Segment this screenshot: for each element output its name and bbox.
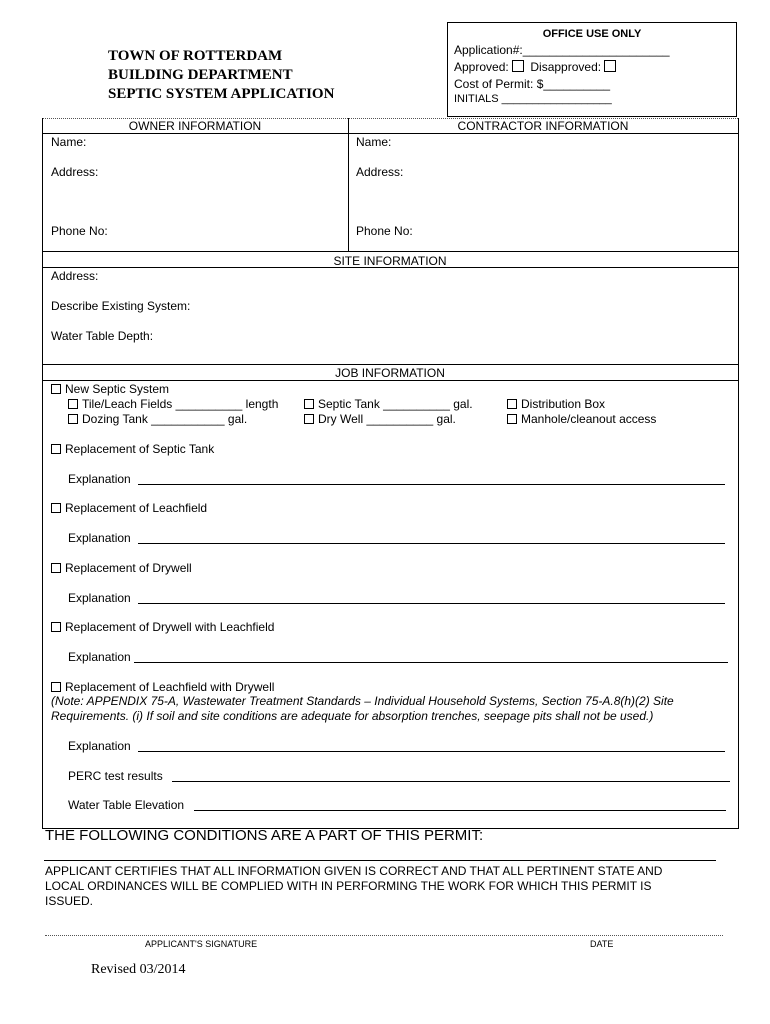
septic-tank-label: Septic Tank __________ gal. bbox=[318, 397, 473, 411]
replace-drywell-option[interactable] bbox=[51, 561, 192, 575]
new-septic-option[interactable] bbox=[51, 382, 169, 396]
date-label: DATE bbox=[590, 939, 614, 949]
cost-of-permit-field[interactable]: Cost of Permit: $__________ bbox=[454, 77, 611, 91]
dry-well-option[interactable] bbox=[304, 412, 456, 426]
contractor-name-field[interactable]: Name: bbox=[356, 135, 392, 149]
initials-field[interactable]: INITIALS __________________ bbox=[454, 93, 612, 105]
office-use-box bbox=[447, 22, 737, 117]
replace-septic-option[interactable] bbox=[51, 442, 214, 456]
water-table-elevation-label: Water Table Elevation bbox=[68, 798, 185, 812]
replace-drywell-checkbox[interactable] bbox=[51, 563, 61, 573]
contractor-address-field[interactable]: Address: bbox=[356, 165, 404, 179]
replace-drywell-label: Replacement of Drywell bbox=[65, 561, 192, 575]
town-title: TOWN OF ROTTERDAM bbox=[108, 48, 283, 64]
signature-line[interactable] bbox=[45, 935, 723, 936]
manhole-option[interactable] bbox=[507, 412, 656, 426]
office-use-title: OFFICE USE ONLY bbox=[542, 28, 642, 40]
contractor-heading: CONTRACTOR INFORMATION bbox=[457, 119, 629, 133]
dozing-tank-option[interactable] bbox=[68, 412, 247, 426]
explanation-label: Explanation bbox=[68, 739, 131, 753]
form-title: SEPTIC SYSTEM APPLICATION bbox=[108, 86, 335, 102]
explanation-line[interactable] bbox=[138, 484, 725, 485]
owner-phone-field[interactable]: Phone No: bbox=[51, 224, 108, 238]
water-table-elevation-line[interactable] bbox=[194, 810, 726, 811]
approval-row bbox=[454, 60, 616, 74]
job-top-rule bbox=[42, 364, 738, 365]
replace-drywell-leachfield-option[interactable] bbox=[51, 620, 274, 634]
site-address-field[interactable]: Address: bbox=[51, 269, 99, 283]
disapproved-label: Disapproved: bbox=[530, 60, 602, 74]
explanation-line[interactable] bbox=[138, 751, 725, 752]
dozing-tank-checkbox[interactable] bbox=[68, 414, 78, 424]
replace-leachfield-label: Replacement of Leachfield bbox=[65, 501, 208, 515]
replace-leachfield-drywell-option[interactable] bbox=[51, 680, 274, 694]
job-heading: JOB INFORMATION bbox=[335, 366, 445, 380]
revision-date: Revised 03/2014 bbox=[91, 962, 186, 977]
distribution-box-checkbox[interactable] bbox=[507, 399, 517, 409]
replace-leachfield-checkbox[interactable] bbox=[51, 503, 61, 513]
department-title: BUILDING DEPARTMENT bbox=[108, 67, 293, 83]
replace-leachfield-option[interactable] bbox=[51, 501, 207, 515]
owner-heading-rule bbox=[42, 133, 738, 134]
replace-drywell-leachfield-checkbox[interactable] bbox=[51, 622, 61, 632]
explanation-line[interactable] bbox=[138, 543, 725, 544]
appendix-note-line2: Requirements. (i) If soil and site conditions are adequate for absorption trenches, seepage pits shall not be used.) bbox=[51, 709, 654, 723]
approved-checkbox[interactable] bbox=[512, 60, 524, 72]
contractor-phone-field[interactable]: Phone No: bbox=[356, 224, 413, 238]
tile-leach-checkbox[interactable] bbox=[68, 399, 78, 409]
job-heading-rule bbox=[42, 380, 738, 381]
site-heading-rule bbox=[42, 267, 738, 268]
replace-leachfield-drywell-checkbox[interactable] bbox=[51, 682, 61, 692]
distribution-box-label: Distribution Box bbox=[521, 397, 606, 411]
new-septic-label: New Septic System bbox=[65, 382, 170, 396]
owner-contractor-divider bbox=[348, 118, 349, 251]
disapproved-checkbox[interactable] bbox=[604, 60, 616, 72]
perc-test-label: PERC test results bbox=[68, 769, 163, 783]
tile-leach-option[interactable] bbox=[68, 397, 278, 411]
frame-right bbox=[738, 118, 739, 828]
certification-line2: LOCAL ORDINANCES WILL BE COMPLIED WITH IN PERFORMING THE WORK FOR WHICH THIS PERMIT IS bbox=[45, 879, 652, 893]
explanation-line[interactable] bbox=[138, 603, 725, 604]
septic-tank-option[interactable] bbox=[304, 397, 473, 411]
manhole-label: Manhole/cleanout access bbox=[521, 412, 657, 426]
owner-name-field[interactable]: Name: bbox=[51, 135, 87, 149]
new-septic-checkbox[interactable] bbox=[51, 384, 61, 394]
explanation-label: Explanation bbox=[68, 531, 131, 545]
appendix-note-line1: (Note: APPENDIX 75-A, Wastewater Treatment Standards – Individual Household Systems, Section 75-A.8(h)(2) Site bbox=[51, 694, 674, 708]
explanation-label: Explanation bbox=[68, 650, 131, 664]
replace-drywell-leachfield-label: Replacement of Drywell with Leachfield bbox=[65, 620, 275, 634]
dry-well-label: Dry Well __________ gal. bbox=[318, 412, 456, 426]
distribution-box-option[interactable] bbox=[507, 397, 605, 411]
replace-septic-label: Replacement of Septic Tank bbox=[65, 442, 215, 456]
application-number-field[interactable]: Application#:______________________ bbox=[454, 43, 670, 57]
water-table-depth-field[interactable]: Water Table Depth: bbox=[51, 329, 154, 343]
conditions-heading: THE FOLLOWING CONDITIONS ARE A PART OF THIS PERMIT: bbox=[45, 827, 484, 844]
replace-septic-checkbox[interactable] bbox=[51, 444, 61, 454]
dozing-tank-label: Dozing Tank ___________ gal. bbox=[82, 412, 248, 426]
tile-leach-label: Tile/Leach Fields __________ length bbox=[82, 397, 279, 411]
site-top-rule bbox=[42, 251, 738, 252]
owner-heading: OWNER INFORMATION bbox=[128, 119, 262, 133]
manhole-checkbox[interactable] bbox=[507, 414, 517, 424]
certification-line1: APPLICANT CERTIFIES THAT ALL INFORMATION GIVEN IS CORRECT AND THAT ALL PERTINENT STATE AND bbox=[45, 864, 663, 878]
conditions-line[interactable] bbox=[44, 860, 716, 861]
signature-label: APPLICANT'S SIGNATURE bbox=[145, 939, 258, 949]
perc-test-line[interactable] bbox=[172, 781, 730, 782]
explanation-label: Explanation bbox=[68, 472, 131, 486]
dry-well-checkbox[interactable] bbox=[304, 414, 314, 424]
existing-system-field[interactable]: Describe Existing System: bbox=[51, 299, 191, 313]
explanation-label: Explanation bbox=[68, 591, 131, 605]
owner-address-field[interactable]: Address: bbox=[51, 165, 99, 179]
explanation-line[interactable] bbox=[134, 662, 728, 663]
certification-line3: ISSUED. bbox=[45, 894, 94, 908]
replace-leachfield-drywell-label: Replacement of Leachfield with Drywell bbox=[65, 680, 275, 694]
site-heading: SITE INFORMATION bbox=[333, 254, 447, 268]
frame-left bbox=[42, 118, 43, 828]
septic-tank-checkbox[interactable] bbox=[304, 399, 314, 409]
approved-label: Approved: bbox=[454, 60, 509, 74]
